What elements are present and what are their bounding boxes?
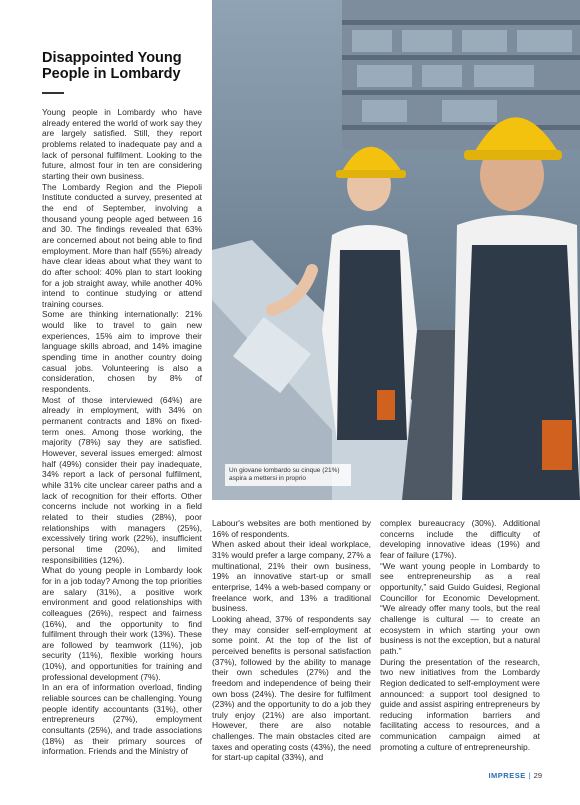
column-2	[212, 518, 371, 763]
paragraph: When asked about their ideal workplace, 31% would prefer a large company, 27% a multinational, 21% their own business, 19% an innovative start-up or small enterprise, 14% a web-based company or freelance work, and 13% a traditional business.	[212, 539, 371, 614]
paragraph: complex bureaucracy (30%). Additional concerns include the difficulty of developing innovative ideas (19%) and fear of failure (17%).	[380, 518, 540, 560]
page-footer	[488, 771, 542, 780]
footer-separator: |	[528, 771, 531, 780]
photo-caption: Un giovane lombardo su cinque (21%) aspira a mettersi in proprio	[225, 464, 351, 486]
paragraph: The Lombardy Region and the Piepoli Institute conducted a survey, presented at the end of September, involving a thousand young people aged between 16 and 30. The findings revealed that 63% are concerned about not being able to find employment. More than half (55%) already have clear ideas about what they want to do after school: 40% plan to start looking for a job straight away, while another 40% intend to continue studying or attend training courses.	[42, 181, 202, 309]
article-title: Disappointed Young People in Lombardy	[42, 50, 182, 82]
column-1	[42, 107, 202, 757]
factory-workers-photo	[212, 0, 580, 500]
magazine-name: IMPRESE	[488, 771, 526, 780]
paragraph: In an era of information overload, finding reliable sources can be challenging. Young people identify accountants (31%), other entrepreneurs (27%), employment consultants (25%), and trade associations (18%) as their primary sources of information. Friends and the Ministry of	[42, 682, 202, 757]
column-3	[380, 518, 540, 752]
paragraph: During the presentation of the research, two new initiatives from the Lombardy Region dedicated to self-employment were announced: a support tool designed to guide and assist aspiring entrepreneurs by reducing information barriers and facilitating access to resources, and a communication campaign aimed at promoting a culture of entrepreneurship.	[380, 656, 540, 752]
paragraph: What do young people in Lombardy look for in a job today? Among the top priorities are salary (31%), a positive work environment and good relationships with colleagues (26%), respect and fairness (16%), and the opportunity to find fulfilment through their work (13%). These are followed by teamwork (11%), job security (11%), flexible working hours (10%), and opportunities for training and professional development (7%).	[42, 565, 202, 682]
paragraph: Most of those interviewed (64%) are already in employment, with 34% on permanent contracts and 18% on fixed-term ones. Among those working, the majority (78%) say they are satisfied. However, several issues emerged: almost half (49%) consider their pay inadequate, 34% report a lack of personal fulfilment, while 31% cite unclear career paths and a lack of recognition for their efforts. Other concerns include not working in a field related to their studies (28%), poor relationships with managers (25%), excessively tiring work (22%), insufficient personal time (20%), and limited responsibilities (12%).	[42, 394, 202, 565]
paragraph: Some are thinking internationally: 21% would like to travel to gain new experiences, 15% aim to improve their language skills abroad, and 14% imagine spending time in another country doing casual jobs. Volunteering is also a consideration, chosen by 8% of respondents.	[42, 309, 202, 395]
page-number: 29	[533, 771, 542, 780]
paragraph: Young people in Lombardy who have already entered the world of work say they are largely satisfied. Still, they report problems related to inadequate pay and a lack of personal fulfilment. Looking to the future, almost four in ten are considering starting their own business.	[42, 107, 202, 181]
title-rule	[42, 92, 64, 94]
paragraph: Labour's websites are both mentioned by 16% of respondents.	[212, 518, 371, 539]
paragraph: Looking ahead, 37% of respondents say they may consider self-employment at some point. At the top of the list of perceived benefits is personal satisfaction (37%), followed by the ability to manage their own schedules (27%) and the freedom and independence of being their own boss (24%). The desire for fulfilment (23%) and the opportunity to do a job they truly enjoy (21%) are also important. However, there are also notable challenges. The main obstacles cited are taxes and operating costs (43%), the need for start-up capital (33%), and	[212, 613, 371, 763]
paragraph: “We want young people in Lombardy to see entrepreneurship as a real opportunity,” said Guido Guidesi, Regional Councillor for Economic Development. “We already offer many tools, but the real challenge is cultural — to create an ecosystem in which starting your own business is not the exception, but a natural path.”	[380, 560, 540, 656]
